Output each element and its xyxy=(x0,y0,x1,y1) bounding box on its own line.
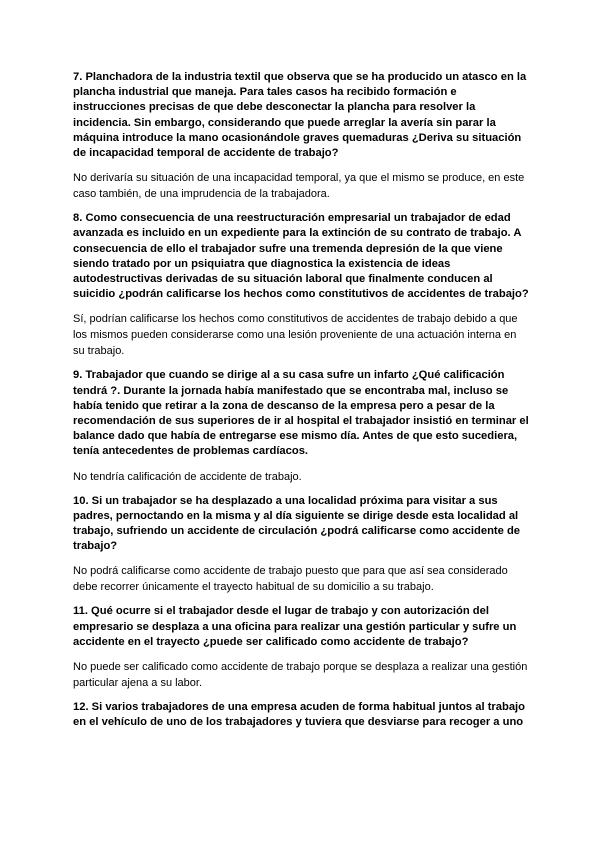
answer-11: No puede ser calificado como accidente de trabajo porque se desplaza a realizar una gestión particular ajena a su labor. xyxy=(73,661,528,690)
qa-item-7 xyxy=(73,70,529,211)
qa-item-8 xyxy=(73,211,529,368)
question-8: 8. Como consecuencia de una reestructuración empresarial un trabajador de edad avanzada es incluido en un expediente para la extinción de su contrato de trabajo. A consecuencia de ello el trabajador sufre una tremenda depresión de la que viene siendo tratado por un psiquiatra que diagnostica la existencia de ideas autodestructivas derivadas de su situación laboral que finalmente conducen al suicidio ¿podrán calificarse los hechos como constitutivos de accidentes de trabajo? xyxy=(73,212,529,301)
question-10: 10. Si un trabajador se ha desplazado a una localidad próxima para visitar a sus padres, pernoctando en la misma y al día siguiente se dirige desde esta localidad al trabajo, sufriendo un accidente de circulación ¿podrá calificarse como accidente de trabajo? xyxy=(73,494,521,553)
question-11: 11. Qué ocurre si el trabajador desde el lugar de trabajo y con autorización del empresario se desplaza a una oficina para realizar una gestión particular y sufre un accidente en el trayecto ¿puede ser calificado como accidente de trabajo? xyxy=(73,605,517,648)
question-7: 7. Planchadora de la industria textil que observa que se ha producido un atasco en la plancha industrial que maneja. Para tales casos ha recibido formación e instrucciones precisas de que debe desconectar la plancha para resolver la incidencia. Sin embargo, considerando que puede arreglar la avería sin parar la máquina introduce la mano ocasionándole graves quemaduras ¿Deriva su situación de incapacidad temporal de accidente de trabajo? xyxy=(73,71,527,160)
answer-8: Sí, podrían calificarse los hechos como constitutivos de accidentes de trabajo debido a que los mismos pueden considerarse como una lesión proveniente de una actuación interna en su trabajo. xyxy=(73,313,518,358)
question-12: 12. Si varios trabajadores de una empresa acuden de forma habitual juntos al trabajo en el vehículo de uno de los trabajadores y tuviera que desviarse para recoger a uno xyxy=(73,701,525,729)
question-9: 9. Trabajador que cuando se dirige al a su casa sufre un infarto ¿Qué calificación tendrá ?. Durante la jornada había manifestado que se encontraba mal, incluso se había tenido que retirar a la zona de descanso de la empresa pero a pesar de la recomendación de sus superiores de ir al hospital el trabajador insistió en terminar el balance dado que había de entregarse ese mismo día. Antes de que esto sucediera, tenía antecedentes de problemas cardíacos. xyxy=(73,369,529,458)
qa-item-11 xyxy=(73,604,529,700)
qa-item-12 xyxy=(73,700,529,730)
answer-10: No podrá calificarse como accidente de trabajo puesto que para que así sea considerado debe recorrer únicamente el trayecto habitual de su domicilio a su trabajo. xyxy=(73,565,508,594)
qa-item-9 xyxy=(73,368,529,493)
document-page xyxy=(73,70,529,730)
answer-7: No derivaría su situación de una incapacidad temporal, ya que el mismo se produce, en este caso también, de una imprudencia de la trabajadora. xyxy=(73,172,525,201)
qa-item-10 xyxy=(73,494,529,605)
answer-9: No tendría calificación de accidente de trabajo. xyxy=(73,470,302,483)
